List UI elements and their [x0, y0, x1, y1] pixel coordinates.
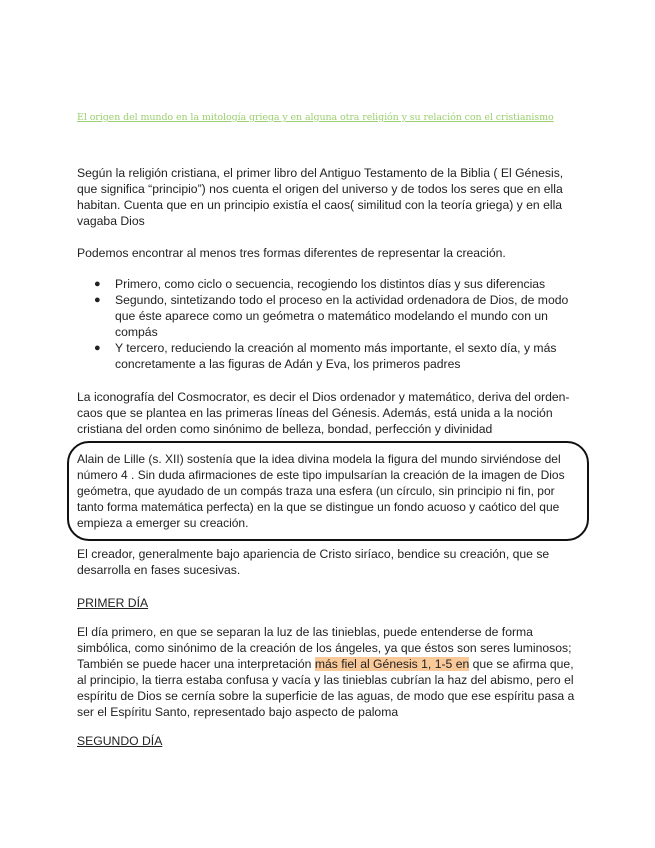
- list-item: [77, 276, 577, 292]
- list-item-text: Primero, como ciclo o secuencia, recogiendo los distintos días y sus diferencias: [115, 277, 546, 291]
- heading-first-day: PRIMER DÍA: [77, 596, 149, 610]
- list-item: [77, 340, 577, 372]
- list-item-text: Y tercero, reduciendo la creación al momento más importante, el sexto día, y más concretamente a las figuras de Adán y Eva, los primeros padres: [115, 341, 557, 371]
- bullet-icon: ●: [94, 278, 101, 290]
- first-day-text-before: El día primero, en que se separan la luz de las tinieblas, puede entenderse de forma simbólica, como sinónimo de la creación de los ángeles, ya que éstos son seres luminosos; También se puede hacer una interpretación: [77, 625, 572, 671]
- forms-paragraph: Podemos encontrar al menos tres formas diferentes de representar la creación.: [77, 246, 506, 260]
- creation-forms-list: [77, 276, 577, 372]
- first-day-paragraph: [77, 624, 577, 720]
- bullet-icon: ●: [94, 294, 101, 306]
- document-title: El origen del mundo en la mitología griega y en alguna otra religión y su relación con el cristianismo: [77, 112, 554, 123]
- first-day-text-after: que se afirma que, al principio, la tierra estaba confusa y vacía y las tinieblas cubrían la haz del abismo, pero el espíritu de Dios se cernía sobre la superficie de las aguas, de modo que ese espíritu pasa a ser el Espíritu Santo, representado bajo aspecto de paloma: [77, 657, 575, 719]
- highlighted-text: más fiel al Génesis 1, 1-5 en: [314, 657, 470, 671]
- boxed-paragraph: Alain de Lille (s. XII) sostenía que la idea divina modela la figura del mundo sirviéndose del número 4 . Sin duda afirmaciones de este tipo impulsarían la creación de la imagen de Dios geómetra, que ayudado de un compás traza una esfera (un círculo, sin principio ni fin, por tanto forma matemática perfecta) en la que se distingue un fondo acuoso y caótico del que empieza a emerger su creación.: [77, 452, 565, 530]
- list-item: [77, 292, 577, 340]
- list-item-text: Segundo, sintetizando todo el proceso en la actividad ordenadora de Dios, de modo que éste aparece como un geómetra o matemático modelando el mundo con un compás: [115, 293, 569, 339]
- creator-paragraph: El creador, generalmente bajo apariencia de Cristo siríaco, bendice su creación, que se desarrolla en fases sucesivas.: [77, 547, 550, 577]
- intro-paragraph: Según la religión cristiana, el primer libro del Antiguo Testamento de la Biblia ( El Génesis, que significa “principio”) nos cuenta el origen del universo y de todos los seres que en ella habitan. Cuenta que en un principio existía el caos( similitud con la teoría griega) y en ella vagaba Dios: [77, 166, 564, 228]
- iconography-paragraph: La iconografía del Cosmocrator, es decir el Dios ordenador y matemático, deriva del orden-caos que se plantea en las primeras líneas del Génesis. Además, está unida a la noción cristiana del orden como sinónimo de belleza, bondad, perfección y divinidad: [77, 390, 570, 436]
- bullet-icon: ●: [94, 342, 101, 354]
- heading-second-day: SEGUNDO DÍA: [77, 734, 163, 748]
